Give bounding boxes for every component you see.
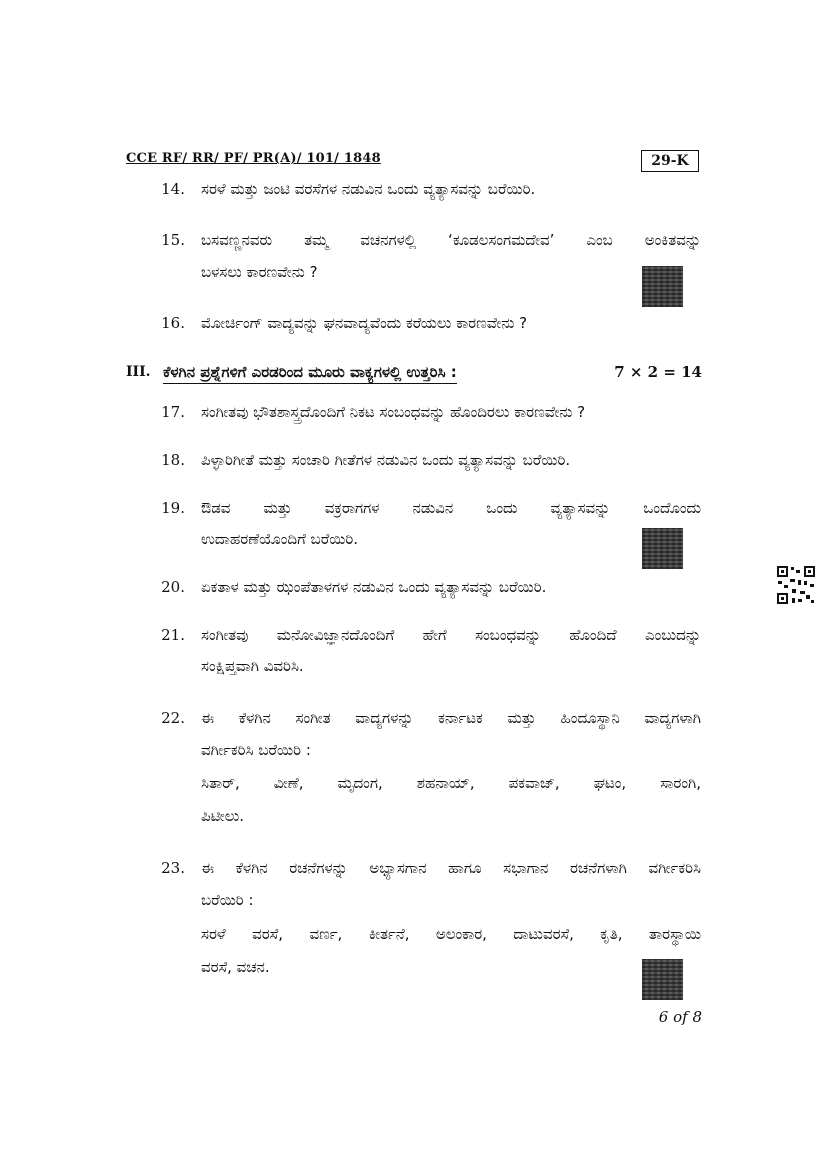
question-text-line: ಬರೆಯಿರಿ : <box>201 891 254 909</box>
question-text-line: ವರಸೆ, ವಚನ. <box>201 958 270 976</box>
page-header-code: CCE RF/ RR/ PF/ PR(A)/ 101/ 1848 <box>126 151 381 166</box>
question-text-line: ಪಿಟೀಲು. <box>201 807 244 825</box>
question-text-line: ಈ ಕೆಳಗಿನ ರಚನೆಗಳನ್ನು ಅಭ್ಯಾಸಗಾನ ಹಾಗೂ ಸಭಾಗಾನ ರಚನೆಗಳಾಗಿ ವರ್ಗೀಕರಿಸಿ <box>201 859 701 877</box>
question-text-line: ಈ ಕೆಳಗಿನ ಸಂಗೀತ ವಾದ್ಯಗಳನ್ನು ಕರ್ನಾಟಕ ಮತ್ತು ಹಿಂದೂಸ್ಥಾನಿ ವಾದ್ಯಗಳಾಗಿ <box>201 709 701 727</box>
question-text-line: ಔಡವ ಮತ್ತು ವಕ್ರರಾಗಗಳ ನಡುವಿನ ಒಂದು ವ್ಯತ್ಯಾಸವನ್ನು ಒಂದೊಂದು <box>201 499 701 517</box>
question-text-line: ಸಂಗೀತವು ಮನೋವಿಜ್ಞಾನದೊಂದಿಗೆ ಹೇಗೆ ಸಂಬಂಧವನ್ನು ಹೊಂದಿದೆ ಎಂಬುದನ್ನು <box>201 626 701 644</box>
question-text-line: ಮೋರ್ಚಿಂಗ್ ವಾದ್ಯವನ್ನು ಘನವಾದ್ಯವೆಂದು ಕರೆಯಲು ಕಾರಣವೇನು ? <box>201 314 528 332</box>
question-number: 15. <box>161 231 185 249</box>
question-number: 16. <box>161 314 185 332</box>
question-text-line: ಏಕತಾಳ ಮತ್ತು ಝಂಪೆತಾಳಗಳ ನಡುವಿನ ಒಂದು ವ್ಯತ್ಯಾಸವನ್ನು ಬರೆಯಿರಿ. <box>201 578 547 596</box>
paper-code-box: 29-K <box>641 150 699 172</box>
qr-code-image <box>642 528 683 569</box>
question-text-line: ಸರಳೆ ವರಸೆ, ವರ್ಣ, ಕೀರ್ತನೆ, ಅಲಂಕಾರ, ದಾಟುವರಸೆ, ಕೃತಿ, ತಾರಸ್ಥಾಯಿ <box>201 925 701 943</box>
question-text-line: ಸಿತಾರ್, ವೀಣೆ, ಮೃದಂಗ, ಶಹನಾಯ್, ಪಕವಾಜ್, ಘಟಂ, ಸಾರಂಗಿ, <box>201 774 701 792</box>
question-text-line: ಸಂಗೀತವು ಭೌತಶಾಸ್ತ್ರದೊಂದಿಗೆ ನಿಕಟ ಸಂಬಂಧವನ್ನು ಹೊಂದಿರಲು ಕಾರಣವೇನು ? <box>201 403 586 421</box>
qr-code-image <box>642 266 683 307</box>
question-text-line: ಪಿಳ್ಳಾರಿಗೀತೆ ಮತ್ತು ಸಂಚಾರಿ ಗೀತೆಗಳ ನಡುವಿನ ಒಂದು ವ್ಯತ್ಯಾಸವನ್ನು ಬರೆಯಿರಿ. <box>201 451 571 469</box>
question-number: 18. <box>161 451 185 469</box>
question-number: 21. <box>161 626 185 644</box>
question-text-line: ಸಂಕ್ಷಿಪ್ತವಾಗಿ ವಿವರಿಸಿ. <box>201 657 304 675</box>
question-number: 19. <box>161 499 185 517</box>
question-text-line: ವರ್ಗೀಕರಿಸಿ ಬರೆಯಿರಿ : <box>201 741 311 759</box>
question-text-line: ಬಸವಣ್ಣನವರು ತಮ್ಮ ವಚನಗಳಲ್ಲಿ ‘ಕೂಡಲಸಂಗಮದೇವ’ ಎಂಬ ಅಂಕಿತವನ್ನು <box>201 231 701 249</box>
question-text-line: ಸರಳೆ ಮತ್ತು ಜಂಟಿ ವರಸೆಗಳ ನಡುವಿನ ಒಂದು ವ್ಯತ್ಯಾಸವನ್ನು ಬರೆಯಿರಿ. <box>201 180 536 198</box>
question-text-line: ಬಳಸಲು ಕಾರಣವೇನು ? <box>201 263 318 281</box>
question-number: 22. <box>161 709 185 727</box>
question-number: 17. <box>161 403 185 421</box>
qr-code-image <box>642 959 683 1000</box>
question-number: 20. <box>161 578 185 596</box>
question-number: 14. <box>161 180 185 198</box>
section-instruction: ಕೆಳಗಿನ ಪ್ರಶ್ನೆಗಳಿಗೆ ಎರಡರಿಂದ ಮೂರು ವಾಕ್ಯಗಳಲ್ಲಿ ಉತ್ತರಿಸಿ : <box>163 363 457 384</box>
qr-code-icon <box>776 565 816 605</box>
section-number: III. <box>126 364 151 380</box>
page-number: 6 of 8 <box>658 1008 702 1026</box>
question-text-line: ಉದಾಹರಣೆಯೊಂದಿಗೆ ಬರೆಯಿರಿ. <box>201 530 359 548</box>
question-number: 23. <box>161 859 185 877</box>
section-marks: 7 × 2 = 14 <box>614 363 702 381</box>
